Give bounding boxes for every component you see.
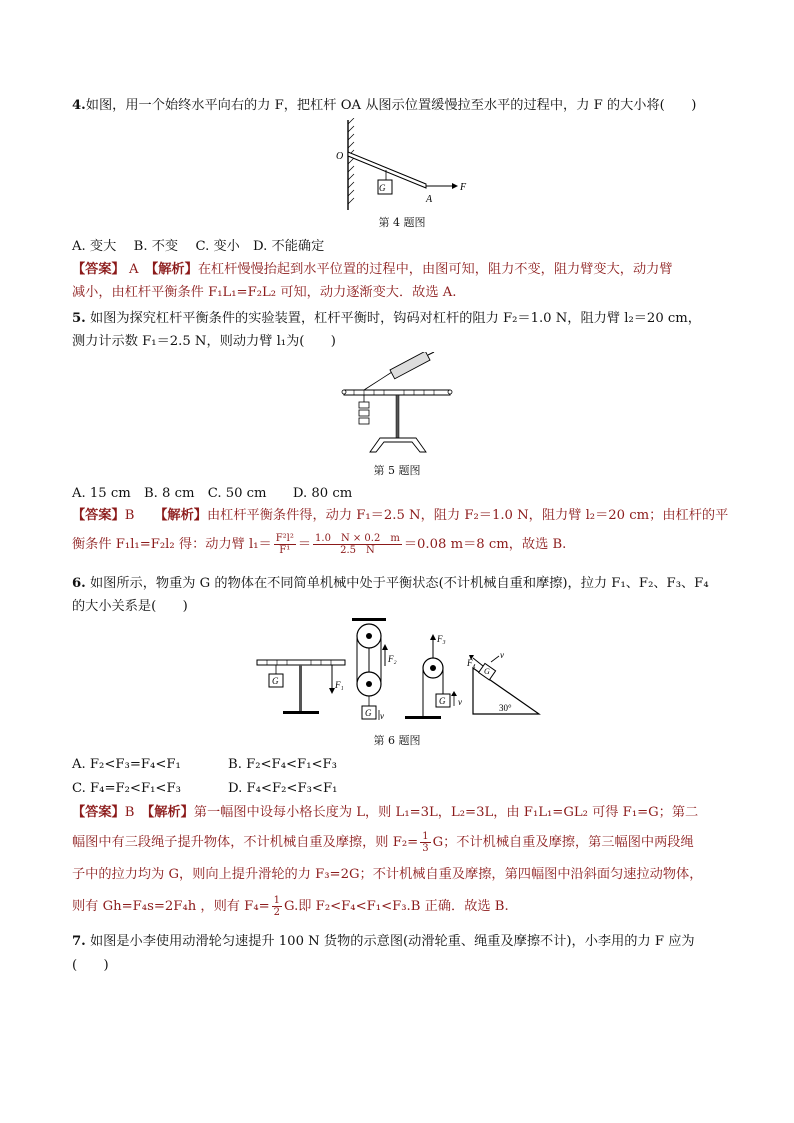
q6-option-b: B. F₂<F₄<F₁<F₃ <box>228 757 337 772</box>
q4-analysis-cont: 减小，由杠杆平衡条件 F₁L₁=F₂L₂ 可知，动力逐渐变大．故选 A. <box>72 285 457 300</box>
q6-label-f3: F₃ <box>437 634 446 644</box>
q6-analysis-3: 子中的拉力均为 G，则向上提升滑轮的力 F₃=2G；不计机械自重及摩擦，第四幅图中沿斜面匀速拉动物体， <box>72 867 703 882</box>
q5-stem-2: 测力计示数 F₁＝2.5 N，则动力臂 l₁为( ) <box>72 334 336 349</box>
q6-label-f2: F₂ <box>388 654 397 664</box>
q6-label-v-4: v <box>500 650 504 660</box>
q4-label-a: A <box>426 194 433 205</box>
q4-caption: 第 4 题图 <box>378 216 426 229</box>
q6-label-f4: F₄ <box>467 658 476 668</box>
q5-answer: 【答案】B 【解析】由杠杆平衡条件得，动力 F₁＝2.5 N，阻力 F₂＝1.0 N，阻力臂 l₂＝20 cm；由杠杆的平 <box>72 508 729 523</box>
q5-stem-1: 5. 如图为探究杠杆平衡条件的实验装置，杠杆平衡时，钩码对杠杆的阻力 F₂＝1.0 N，阻力臂 l₂＝20 cm， <box>72 311 701 326</box>
q6-fraction-half: $\frac{1}{2}$ <box>273 895 281 918</box>
q7-stem-2: ( ) <box>72 958 109 973</box>
q4-stem: 4.如图，用一个始终水平向右的力 F，把杠杆 OA 从图示位置缓慢拉至水平的过程中，力 F 的大小将( ) <box>72 98 697 113</box>
q6-label-angle: 30° <box>499 703 512 713</box>
q4-label-f: F <box>460 182 467 193</box>
q7-stem-1: 7. 如图是小李使用动滑轮匀速提升 100 N 货物的示意图(动滑轮重、绳重及摩擦不计)，小李用的力 F 应为 <box>72 934 695 949</box>
q5-options: A. 15 cm B. 8 cm C. 50 cm D. 80 cm <box>72 486 353 501</box>
q5-analysis-formula: 衡条件 F₁l₁=F₂l₂ 得：动力臂 l₁＝ $\frac{\text{F²l²}}{\text{F¹}}$ ＝ $\frac{1.0 N \times 0.2 m}{2.5 N}$ ＝0.08 m＝8 cm，故选 B. <box>72 533 567 556</box>
q6-answer: 【答案】B 【解析】第一幅图中设每小格长度为 L，则 L₁=3L，L₂=3L，由 F₁L₁=GL₂ 可得 F₁=G；第二 <box>72 805 699 820</box>
q6-label-f1: F₁ <box>335 680 344 690</box>
q6-option-c: C. F₄=F₂<F₁<F₃ <box>72 781 181 796</box>
q6-figure <box>255 616 545 724</box>
q6-label-g-1: G <box>272 676 279 686</box>
q6-label-g-4: G <box>484 667 490 676</box>
q6-fraction-third: $\frac{1}{3}$ <box>422 831 429 854</box>
q4-label-g: G <box>379 183 386 193</box>
q6-stem-1: 6. 如图所示，物重为 G 的物体在不同简单机械中处于平衡状态(不计机械自重和摩擦)，拉力 F₁、F₂、F₃、F₄ <box>72 576 709 591</box>
q6-label-g-2: G <box>365 708 372 718</box>
q4-answer: 【答案】 A 【解析】在杠杆慢慢抬起到水平位置的过程中，由图可知，阻力不变，阻力臂变大，动力臂 <box>72 262 673 277</box>
q6-label-v-2: v <box>380 711 384 721</box>
q6-analysis-4: 则有 Gh=F₄s=2F₄h ，则有 F₄= $\frac{1}{2}$ G.即 F₂<F₄<F₁<F₃.B 正确．故选 B. <box>72 895 509 918</box>
q6-caption: 第 6 题图 <box>373 734 421 747</box>
q6-label-g-3: G <box>439 696 446 706</box>
q5-fraction-numeric: $\frac{1.0 N \times 0.2 m}{2.5 N}$ <box>315 533 400 556</box>
q5-fraction-symbolic: $\frac{\text{F²l²}}{\text{F¹}}$ <box>275 533 294 556</box>
q5-caption: 第 5 题图 <box>373 464 421 477</box>
q5-figure <box>340 352 455 456</box>
q6-option-a: A. F₂<F₃=F₄<F₁ <box>72 757 181 772</box>
q6-analysis-2: 幅图中有三段绳子提升物体，不计机械自重及摩擦，则 F₂= $\frac{1}{3}$ G；不计机械自重及摩擦，第三幅图中两段绳 <box>72 831 694 854</box>
q6-stem-2: 的大小关系是( ) <box>72 599 188 614</box>
q6-option-d: D. F₄<F₂<F₃<F₁ <box>228 781 338 796</box>
q4-figure <box>330 118 470 210</box>
q4-label-o: O <box>336 151 344 162</box>
q6-label-v-3: v <box>458 697 462 707</box>
q4-options: A. 变大 B. 不变 C. 变小 D. 不能确定 <box>72 239 325 254</box>
